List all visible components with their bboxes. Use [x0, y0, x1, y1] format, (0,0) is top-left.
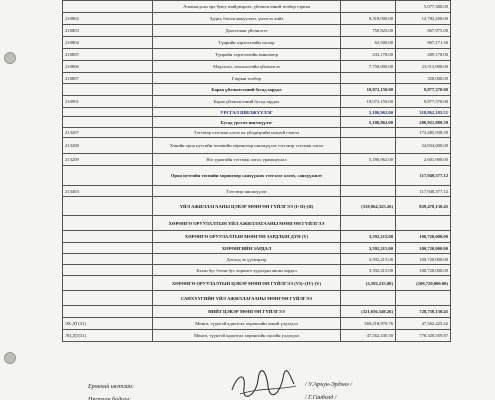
row-value-previous: 728,758,130.45 — [396, 306, 451, 318]
signature-image — [228, 368, 298, 400]
row-name: Даатгалын үйлчилгээ — [153, 25, 341, 37]
row-name: Түнрийн хэрэглэлийн тасаар — [153, 37, 341, 49]
row-name: Мөнгө, түүнтэй адилтгах хөрөнгийн эцсийн үлдэгдэл — [153, 330, 341, 342]
row-value-current — [341, 138, 396, 154]
table-row — [63, 138, 451, 154]
row-code: ЭХ.ДТ(31) — [63, 318, 153, 330]
row-code: 210901 — [63, 96, 153, 108]
table-row — [63, 318, 451, 330]
table-row — [63, 166, 451, 186]
row-value-previous: 289,178.00 — [396, 49, 451, 61]
table-row — [63, 96, 451, 108]
table-row — [63, 186, 451, 197]
row-code — [63, 197, 153, 216]
row-value-previous: 47,562,425.42 — [396, 318, 451, 330]
row-value-current: 5,186,962.00 — [341, 154, 396, 166]
row-value-current: 233,178.00 — [341, 49, 396, 61]
table-row — [63, 265, 451, 276]
table-row — [63, 37, 451, 49]
row-value-current: 3,592,215.00 — [341, 231, 396, 243]
row-value-previous: 5,077,300.00 — [396, 1, 451, 13]
row-value-previous: 9,877,370.00 — [396, 84, 451, 96]
row-value-current: 8,318,000.00 — [341, 13, 396, 25]
table-row — [63, 49, 451, 61]
row-value-previous: 117,940,377.12 — [396, 166, 451, 186]
binder-hole — [4, 52, 16, 64]
row-value-current: 369,218,970.76 — [341, 318, 396, 330]
row-name: Нэг удаагийн тэтгэмж олгох урамшуулал — [153, 154, 341, 166]
row-value-previous: 24,834,000.00 — [396, 138, 451, 154]
row-name: Хэвийн орон нутгийн төсөвийн хөрөнгөөр шилжүүлэх тэтгэвэр тэтгэмж олгох — [153, 138, 341, 154]
row-name: Мэдээлэл, технологийн үйлчилгээ — [153, 61, 341, 73]
row-value-current — [341, 291, 396, 306]
row-code: 210805 — [63, 49, 153, 61]
table-row — [63, 117, 451, 128]
row-code — [63, 84, 153, 96]
row-value-current — [341, 128, 396, 138]
row-value-previous: 12,782,200.00 — [396, 13, 451, 25]
row-code — [63, 1, 153, 13]
row-value-current: (318,064,325.26) — [341, 197, 396, 216]
row-name: Бараа үйлчилгээний бусад зардал — [153, 84, 341, 96]
row-code — [63, 166, 153, 186]
table-row — [63, 25, 451, 37]
row-value-previous: 350,000.00 — [396, 73, 451, 84]
row-value-previous: 100,720,000.00 — [396, 231, 451, 243]
row-value-current — [341, 73, 396, 84]
row-value-current: 10,072,150.00 — [341, 84, 396, 96]
row-code — [63, 306, 153, 318]
table-row — [63, 61, 451, 73]
table-row — [63, 197, 451, 216]
row-value-current: 47,562,430.50 — [341, 330, 396, 342]
row-name: ХӨРӨНГӨ ОРУУЛАЛТЫН ЦЭВЭР МӨНГӨН ГҮЙЛГЭЭ (VI)=(IV)-(V) — [153, 276, 341, 291]
row-value-current: 3,592,215.00 — [341, 265, 396, 276]
row-name: Тэтгэвэр тэтгэмж олгох нь үйлдвэрийн ноцтой гэмтэл — [153, 128, 341, 138]
table-row — [63, 243, 451, 254]
binder-hole — [4, 352, 16, 364]
row-code: 213207 — [63, 128, 153, 138]
row-value-current: 62,500.00 — [341, 37, 396, 49]
row-name: УРСГАЛ ШИЛЖҮҮЛЭГ — [153, 108, 341, 117]
row-name: Бараа үйлчилгээний бусад зардал — [153, 96, 341, 108]
row-value-previous — [396, 216, 451, 231]
table-row — [63, 276, 451, 291]
row-value-current: 3,592,215.00 — [341, 243, 396, 254]
row-value-current: (321,656,540.26) — [341, 306, 396, 318]
row-name: Ачаалагдсан эрх буюу шийдвэрлэх, үйлчилгээний төлбөр тэрвэн — [153, 1, 341, 13]
row-code: 213403 — [63, 186, 153, 197]
row-code: 210807 — [63, 73, 153, 84]
table-row — [63, 1, 451, 13]
row-name: НИЙТ ЦЭВЭР МӨНГӨН ГҮЙЛГЭЭ — [153, 306, 341, 318]
row-code — [63, 243, 153, 254]
row-value-current — [341, 1, 396, 13]
row-value-previous: 23,513,900.00 — [396, 61, 451, 73]
row-name: Бусад урсгал шилжүүлэг — [153, 117, 341, 128]
row-value-previous: 173,485,938.39 — [396, 128, 451, 138]
chief-accountant-name: / У.Аръун-Эрдэнэ / — [305, 382, 352, 388]
row-code: 213208 — [63, 138, 153, 154]
table-row — [63, 216, 451, 231]
row-value-current: 7,758,000.00 — [341, 61, 396, 73]
row-code: 210804 — [63, 37, 153, 49]
row-value-previous: 318,862,185.51 — [396, 108, 451, 117]
row-value-current — [341, 166, 396, 186]
row-code: 213209 — [63, 154, 153, 166]
table-row — [63, 154, 451, 166]
row-value-previous: 867,975.00 — [396, 25, 451, 37]
row-name: Мөнгө, түүнтэй адилтгах хөрөнгийн эхний үлдэгдэл — [153, 318, 341, 330]
row-code: 210802 — [63, 13, 153, 25]
row-value-current: 5,186,962.00 — [341, 108, 396, 117]
table-row — [63, 231, 451, 243]
row-code — [63, 265, 153, 276]
row-code — [63, 216, 153, 231]
row-value-previous: 2,601,900.00 — [396, 154, 451, 166]
row-value-current: (3,592,215.00) — [341, 276, 396, 291]
row-value-current: 750,825.00 — [341, 25, 396, 37]
table-row — [63, 13, 451, 25]
row-code — [63, 117, 153, 128]
row-name: ХӨРӨНГӨ ОРУУЛАЛТЫН МӨНГӨН ЗАРДЛЫН ДҮН (V) — [153, 231, 341, 243]
row-value-current: 10,072,150.00 — [341, 96, 396, 108]
accountant-label: Нягтлан бодогч: — [88, 397, 132, 400]
row-value-previous: 100,720,000.00 — [396, 243, 451, 254]
table-row — [63, 330, 451, 342]
row-name: ХӨРӨНГӨ ОРУУЛАЛТЫН ҮЙЛ АЖИЛЛАГААНЫ МӨНГӨН ГҮЙЛГЭЭ — [153, 216, 341, 231]
row-value-previous: (100,720,000.00) — [396, 276, 451, 291]
table-row — [63, 254, 451, 265]
row-name: ХӨРӨНГИЙН ЗАРДАЛ — [153, 243, 341, 254]
accountant-name: / Г.Ганболд / — [305, 395, 337, 400]
table-row — [63, 84, 451, 96]
row-code — [63, 108, 153, 117]
table-row — [63, 128, 451, 138]
row-code — [63, 254, 153, 265]
row-code: 210806 — [63, 61, 153, 73]
row-name: Орон нутгийн төсвийн хөрөнгөөр санхүүжих тэтгэлэг олгох, санхүүжилт — [153, 166, 341, 186]
row-code — [63, 276, 153, 291]
row-value-current: 5,186,962.00 — [341, 117, 396, 128]
row-value-previous — [396, 291, 451, 306]
row-name: Түнрийн хэрэглэлийн өмнөхөөр — [153, 49, 341, 61]
chief-accountant-label: Ерөнхий нягтлан: — [88, 384, 134, 390]
row-value-previous: 9,877,370.00 — [396, 96, 451, 108]
row-code: ЭЦ.ДТ(31) — [63, 330, 153, 342]
row-value-previous: 117,940,377.12 — [396, 186, 451, 197]
row-value-previous: 867,171.30 — [396, 37, 451, 49]
row-value-previous: 100,720,000.00 — [396, 265, 451, 276]
table-row — [63, 306, 451, 318]
table-row — [63, 291, 451, 306]
row-name: Газрын төлбөр — [153, 73, 341, 84]
row-value-previous: 776,320,559.87 — [396, 330, 451, 342]
row-code — [63, 231, 153, 243]
row-value-previous: 100,720,000.00 — [396, 254, 451, 265]
table-row — [63, 73, 451, 84]
row-name: САНХҮҮГИЙН ҮЙЛ АЖИЛЛАГААНЫ МӨНГӨН ГҮЙЛГЭЭ — [153, 291, 341, 306]
cash-flow-table — [62, 0, 451, 342]
row-name: Аудит, баталгаажуулалт, үнэлгээ хийх — [153, 13, 341, 25]
row-name: ҮЙЛ АЖИЛЛАГААНЫ ЦЭВЭР МӨНГӨН ГҮЙЛГЭЭ (I+II)-(II) — [153, 197, 341, 216]
row-name: Дотоод эх үүсвэрээр — [153, 254, 341, 265]
row-code — [63, 291, 153, 306]
row-name: Бэлэн бус бэлэн бус хөрөнгө худалдан авсан зардал — [153, 265, 341, 276]
table-row — [63, 108, 451, 117]
row-value-current: 3,592,215.00 — [341, 254, 396, 265]
row-code: 210803 — [63, 25, 153, 37]
row-value-current — [341, 216, 396, 231]
row-value-previous: 829,478,130.45 — [396, 197, 451, 216]
row-value-previous: 200,921,880.39 — [396, 117, 451, 128]
row-value-current — [341, 186, 396, 197]
row-name: Тэтгэвэр шилжүүлэг — [153, 186, 341, 197]
